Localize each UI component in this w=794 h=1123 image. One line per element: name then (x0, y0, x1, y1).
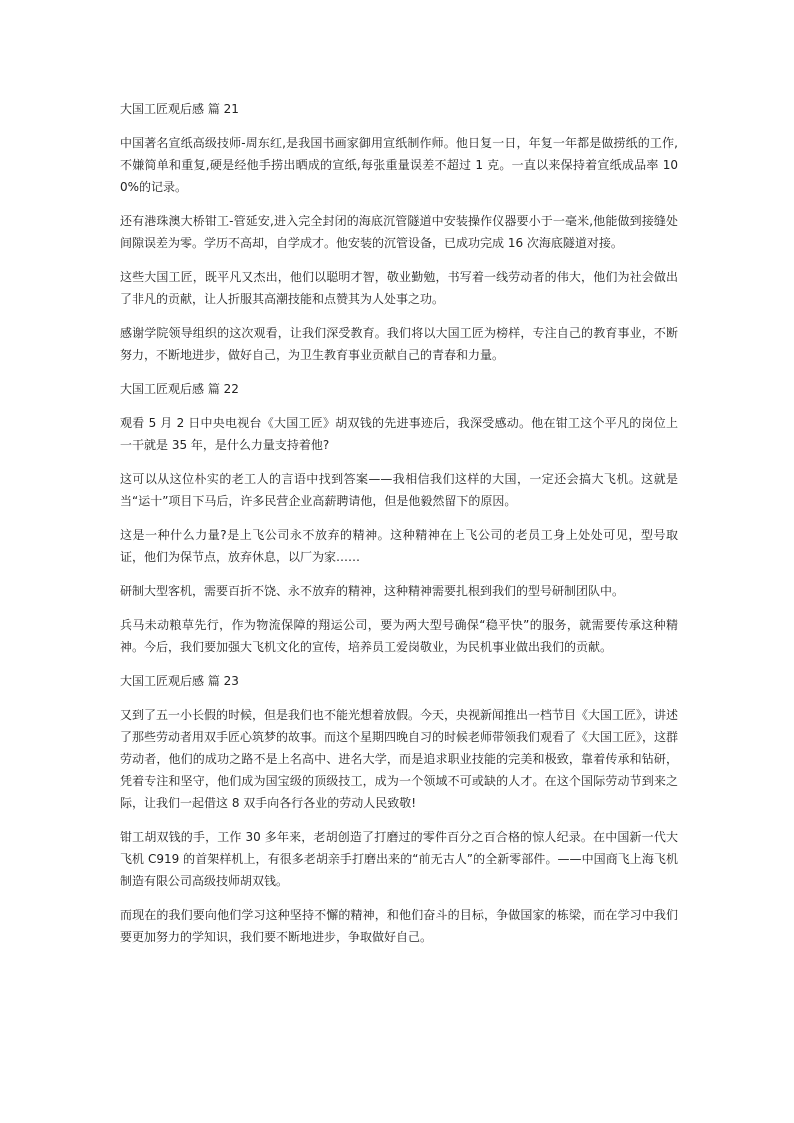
paragraph: 中国著名宣纸高级技师-周东红,是我国书画家御用宣纸制作师。他日复一日，年复一年都是做捞纸的工作,不嫌简单和重复,硬是经他手捞出晒成的宣纸,每张重量误差不超过 1 克。一直以来保持着宣纸成品率 100%的记录。 (120, 136, 678, 194)
essay-section-21 (120, 98, 678, 366)
paragraph: 兵马未动粮草先行，作为物流保障的翔运公司，要为两大型号确保“稳平快”的服务，就需要传承这种精神。今后，我们要加强大飞机文化的宣传，培养员工爱岗敬业，为民机事业做出我们的贡献。 (120, 618, 678, 654)
paragraph: 而现在的我们要向他们学习这种坚持不懈的精神，和他们奋斗的目标，争做国家的栋梁，而在学习中我们要更加努力的学知识，我们要不断地进步，争取做好自己。 (120, 908, 678, 944)
paragraph: 感谢学院领导组织的这次观看，让我们深受教育。我们将以大国工匠为榜样，专注自己的教育事业，不断努力，不断地进步，做好自己，为卫生教育事业贡献自己的青春和力量。 (120, 326, 678, 362)
section-title: 大国工匠观后感 篇 23 (120, 674, 239, 688)
document-body (120, 98, 678, 960)
paragraph: 钳工胡双钱的手，工作 30 多年来，老胡创造了打磨过的零件百分之百合格的惊人纪录。在中国新一代大飞机 C919 的首架样机上，有很多老胡亲手打磨出来的“前无古人”的全新零部件。——中国商飞上海飞机制造有限公司高级技师胡双钱。 (120, 830, 678, 888)
paragraph: 又到了五一小长假的时候，但是我们也不能光想着放假。今天，央视新闻推出一档节目《大国工匠》，讲述了那些劳动者用双手匠心筑梦的故事。而这个星期四晚自习的时候老师带领我们观看了《大国工匠》，这群劳动者，他们的成功之路不是上名高中、进名大学，而是追求职业技能的完美和极致，靠着传承和钻研，凭着专注和坚守，他们成为国宝级的顶级技工，成为一个领域不可或缺的人才。在这个国际劳动节到来之际，让我们一起借这 8 双手向各行各业的劳动人民致敬! (120, 708, 679, 810)
paragraph: 还有港珠澳大桥钳工-管延安,进入完全封闭的海底沉管隧道中安装操作仪器要小于一毫米,他能做到接缝处间隙误差为零。学历不高却，自学成才。他安装的沉管设备，已成功完成 16 次海底隧道对接。 (120, 214, 678, 250)
section-title: 大国工匠观后感 篇 21 (120, 102, 239, 116)
essay-section-22 (120, 378, 678, 658)
paragraph: 这可以从这位朴实的老工人的言语中找到答案——我相信我们这样的大国，一定还会搞大飞机。这就是当“运十”项目下马后，许多民营企业高薪聘请他，但是他毅然留下的原因。 (120, 472, 678, 508)
paragraph: 这是一种什么力量?是上飞公司永不放弃的精神。这种精神在上飞公司的老员工身上处处可见，型号取证，他们为保节点，放弃休息，以厂为家…… (120, 528, 678, 564)
paragraph: 研制大型客机，需要百折不饶、永不放弃的精神，这种精神需要扎根到我们的型号研制团队中。 (120, 584, 625, 598)
essay-section-23 (120, 670, 678, 948)
paragraph: 观看 5 月 2 日中央电视台《大国工匠》胡双钱的先进事迹后，我深受感动。他在钳工这个平凡的岗位上一干就是 35 年，是什么力量支持着他? (120, 416, 679, 452)
paragraph: 这些大国工匠，既平凡又杰出，他们以聪明才智，敬业勤勉，书写着一线劳动者的伟大，他们为社会做出了非凡的贡献，让人折服其高潮技能和点赞其为人处事之功。 (120, 270, 678, 306)
section-title: 大国工匠观后感 篇 22 (120, 382, 239, 396)
